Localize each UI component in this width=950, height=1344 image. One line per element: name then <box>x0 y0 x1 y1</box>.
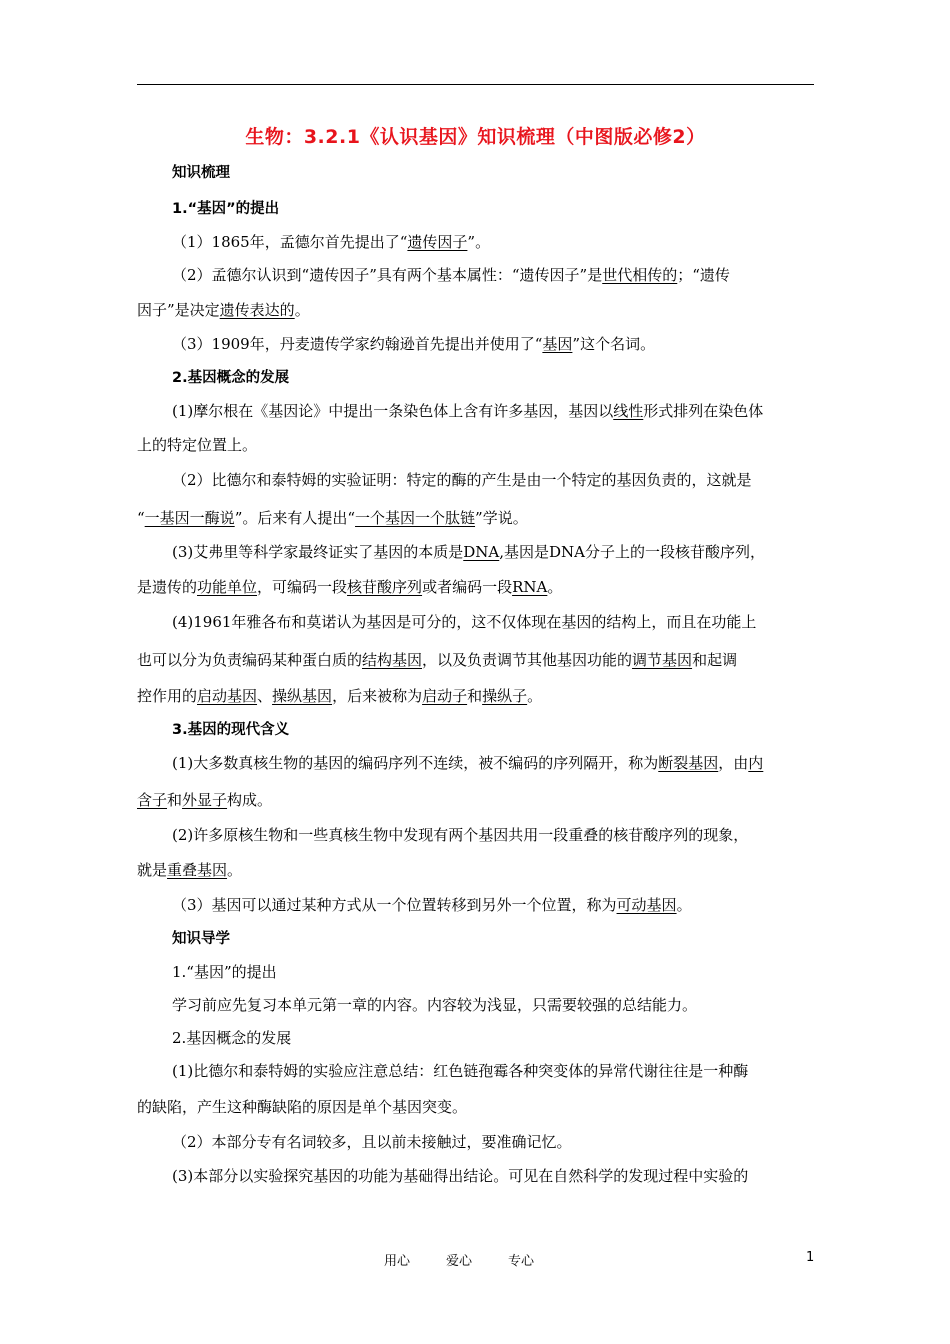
footer-text-b: 爱心 <box>446 1254 473 1269</box>
paragraph-1-3: （3）1909年，丹麦遗传学家约翰逊首先提出并使用了“基因”这个名词。 <box>172 335 656 353</box>
page-number: 1 <box>806 1250 815 1265</box>
document-title: 生物：3.2.1《认识基因》知识梳理（中图版必修2） <box>245 126 706 148</box>
guide-line-6: (3)本部分以实验探究基因的功能为基础得出结论。可见在自然科学的发现过程中实验的 <box>172 1167 749 1185</box>
paragraph-2-4: (4)1961年雅各布和莫诺认为基因是可分的，这不仅体现在基因的结构上，而且在功能上 <box>172 613 757 631</box>
section-heading-guide: 知识导学 <box>172 931 230 947</box>
paragraph-2-1-cont: 上的特定位置上。 <box>137 436 258 454</box>
paragraph-3-1: (1)大多数真核生物的基因的编码序列不连续，被不编码的序列隔开，称为断裂基因，由内 <box>172 754 764 772</box>
guide-line-2: 学习前应先复习本单元第一章的内容。内容较为浅显，只需要较强的总结能力。 <box>172 996 698 1014</box>
paragraph-3-2-cont: 就是重叠基因。 <box>137 861 243 879</box>
paragraph-2-3-cont: 是遗传的功能单位，可编码一段核苷酸序列或者编码一段RNA。 <box>137 578 563 596</box>
subheading-1: 1.“基因”的提出 <box>172 201 280 217</box>
paragraph-2-1: (1)摩尔根在《基因论》中提出一条染色体上含有许多基因，基因以线性形式排列在染色体 <box>172 402 764 420</box>
paragraph-1-2-cont: 因子”是决定遗传表达的。 <box>137 301 310 319</box>
paragraph-3-1-cont: 含子和外显子构成。 <box>137 791 273 809</box>
paragraph-3-3: （3）基因可以通过某种方式从一个位置转移到另外一个位置，称为可动基因。 <box>172 896 692 914</box>
paragraph-3-2: (2)许多原核生物和一些真核生物中发现有两个基因共用一段重叠的核苷酸序列的现象， <box>172 826 749 844</box>
header-rule <box>137 84 814 85</box>
paragraph-2-2-cont: “一基因一酶说”。后来有人提出“一个基因一个肽链”学说。 <box>137 509 528 527</box>
guide-line-4-cont: 的缺陷，产生这种酶缺陷的原因是单个基因突变。 <box>137 1098 468 1116</box>
footer-text-c: 专心 <box>508 1254 535 1269</box>
footer-text-a: 用心 <box>384 1254 411 1269</box>
guide-line-4: (1)比德尔和泰特姆的实验应注意总结：红色链孢霉各种突变体的异常代谢往往是一种酶 <box>172 1062 749 1080</box>
paragraph-1-1: （1）1865年，孟德尔首先提出了“遗传因子”。 <box>172 233 491 251</box>
paragraph-2-3: (3)艾弗里等科学家最终证实了基因的本质是DNA,基因是DNA分子上的一段核苷酸序列， <box>172 543 765 561</box>
section-heading-knowledge: 知识梳理 <box>172 165 230 181</box>
paragraph-2-2: （2）比德尔和泰特姆的实验证明：特定的酶的产生是由一个特定的基因负责的，这就是 <box>172 471 752 489</box>
guide-line-1: 1.“基因”的提出 <box>172 963 277 981</box>
guide-line-5: （2）本部分专有名词较多，且以前未接触过，要准确记忆。 <box>172 1133 572 1151</box>
guide-line-3: 2.基因概念的发展 <box>172 1029 292 1047</box>
paragraph-2-4-cont2: 控作用的启动基因、操纵基因，后来被称为启动子和操纵子。 <box>137 687 543 705</box>
paragraph-2-4-cont: 也可以分为负责编码某种蛋白质的结构基因，以及负责调节其他基因功能的调节基因和起调 <box>137 651 738 669</box>
subheading-2: 2.基因概念的发展 <box>172 370 290 386</box>
subheading-3: 3.基因的现代含义 <box>172 722 290 738</box>
paragraph-1-2: （2）孟德尔认识到“遗传因子”具有两个基本属性：“遗传因子”是世代相传的；“遗传 <box>172 266 730 284</box>
